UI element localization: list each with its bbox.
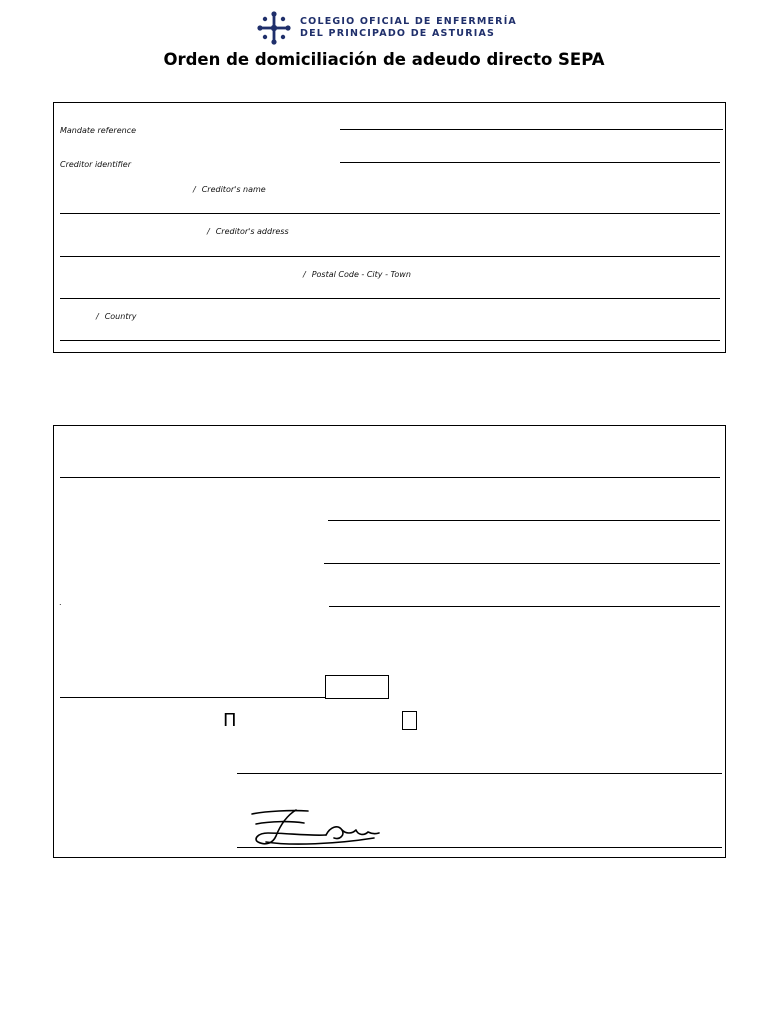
debtor-country-field[interactable] <box>329 606 720 607</box>
dot-mark: . <box>59 598 62 607</box>
separator: / <box>303 270 306 279</box>
creditor-name-label-text: Creditor's name <box>201 185 266 194</box>
separator: / <box>193 185 196 194</box>
mandate-reference-label: Mandate reference <box>60 126 137 135</box>
postal-code-label <box>303 270 411 279</box>
date-location-field[interactable] <box>237 773 722 774</box>
debtor-name-field[interactable] <box>60 477 720 478</box>
debtor-postal-code-field[interactable] <box>324 563 720 564</box>
debtor-section <box>53 425 726 858</box>
country-label-text: Country <box>104 312 137 321</box>
creditor-name-field[interactable] <box>60 213 720 214</box>
creditor-section <box>53 102 726 353</box>
creditor-identifier-field[interactable] <box>340 162 720 163</box>
creditor-identifier-label: Creditor identifier <box>60 160 131 169</box>
signature-field[interactable] <box>237 847 722 848</box>
postal-code-field[interactable] <box>60 298 720 299</box>
signature-icon <box>246 802 382 850</box>
creditor-name-label <box>193 185 266 194</box>
country-label <box>96 312 136 321</box>
mandate-reference-field[interactable] <box>340 129 723 130</box>
recurrent-payment-checkbox[interactable]: Π <box>223 710 237 731</box>
one-off-payment-checkbox[interactable] <box>402 711 417 730</box>
creditor-address-label <box>207 227 289 236</box>
separator: / <box>207 227 210 236</box>
separator: / <box>96 312 99 321</box>
country-field[interactable] <box>60 340 720 341</box>
org-name-line-2: DEL PRINCIPADO DE ASTURIAS <box>300 28 496 39</box>
debtor-address-field[interactable] <box>328 520 720 521</box>
iban-field[interactable] <box>60 697 326 698</box>
postal-code-label-text: Postal Code - City - Town <box>311 270 411 279</box>
org-name-line-1: COLEGIO OFICIAL DE ENFERMERÍA <box>300 16 517 27</box>
logo-icon <box>256 10 292 46</box>
creditor-address-field[interactable] <box>60 256 720 257</box>
creditor-address-label-text: Creditor's address <box>215 227 289 236</box>
document-title: Orden de domiciliación de adeudo directo SEPA <box>163 50 605 69</box>
swift-bic-box[interactable] <box>325 675 389 699</box>
